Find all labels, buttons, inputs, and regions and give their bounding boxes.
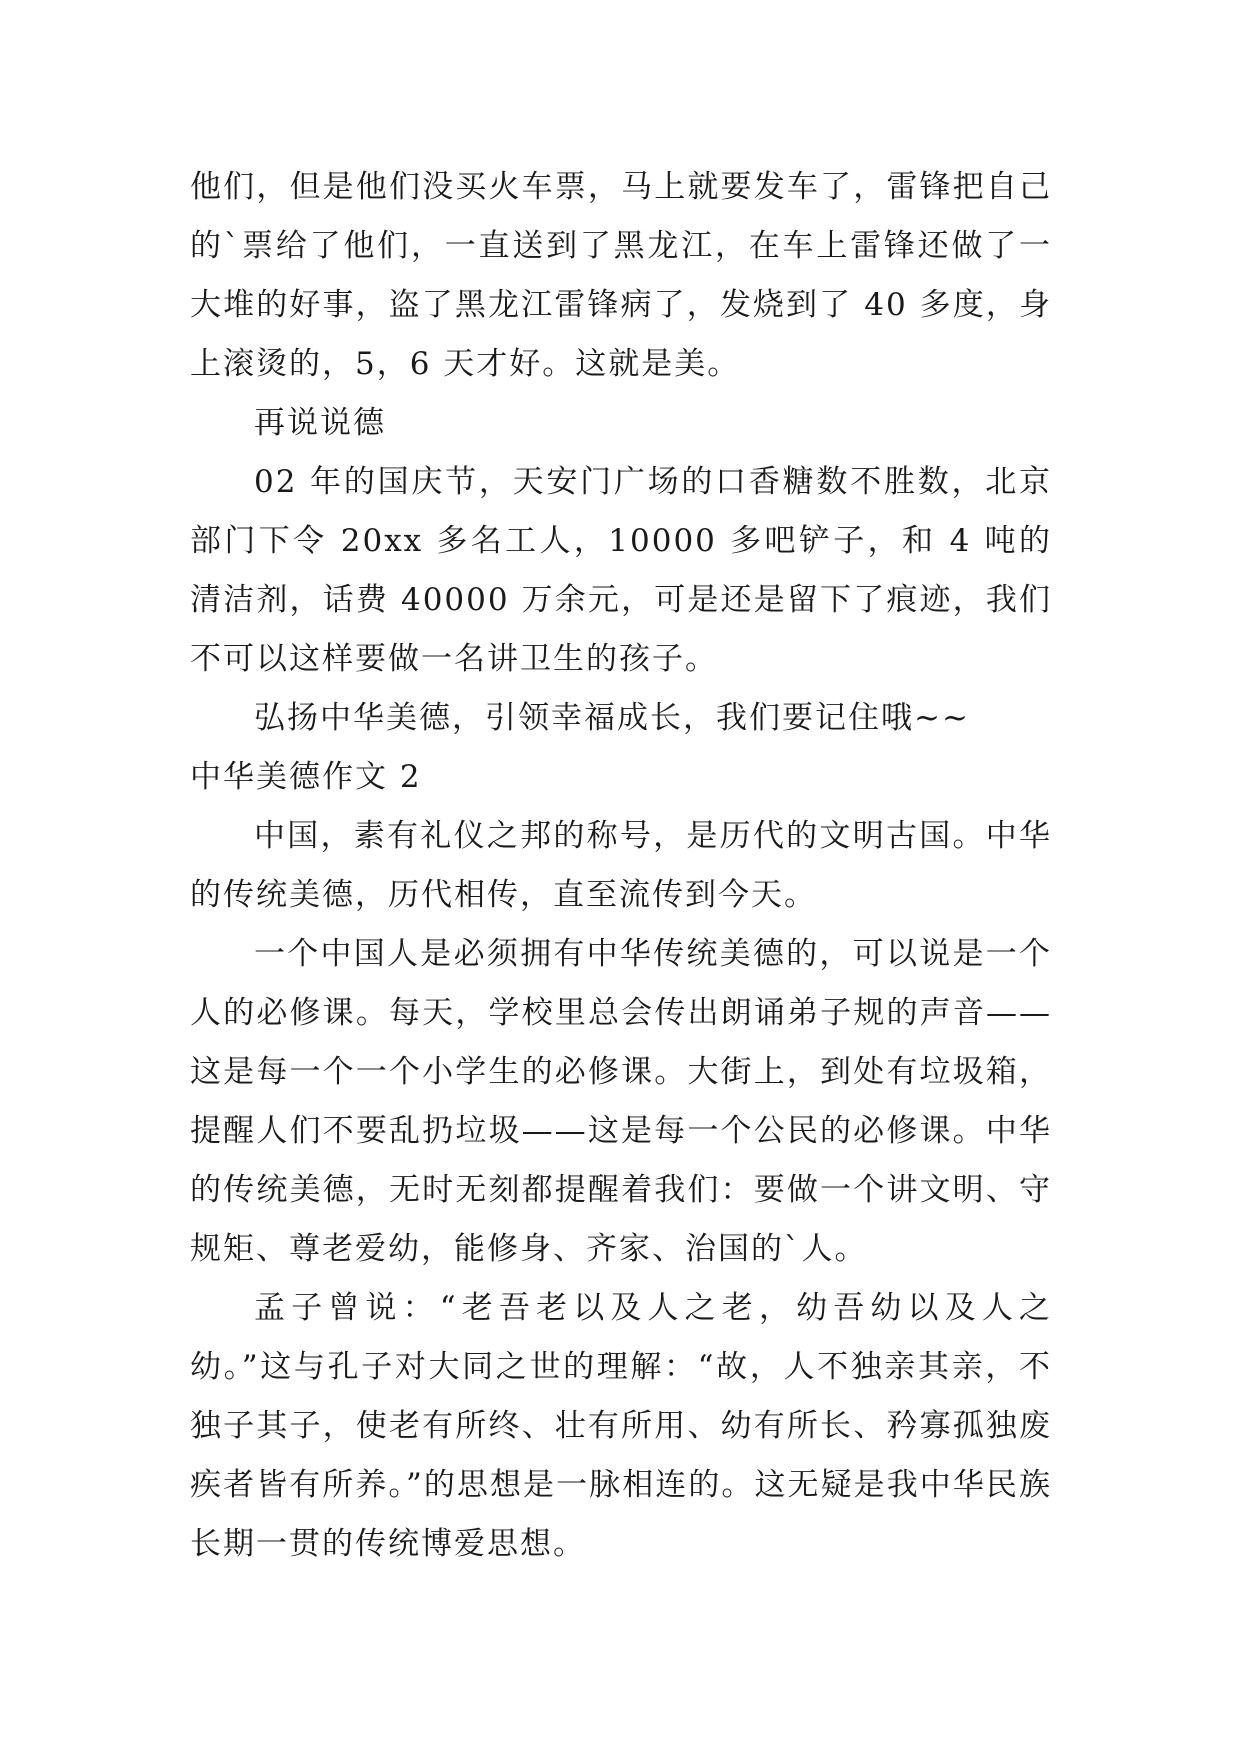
paragraph-virtue-intro: 再说说德 xyxy=(254,405,386,441)
paragraph-required-course: 一个中国人是必须拥有中华传统美德的，可以说是一个人的必修课。每天，学校里总会传出朗诵弟子规的声音——这是每一个一个小学生的必修课。大街上，到处有垃圾箱，提醒人们不要乱扔垃圾——这是每一个公民的必修课。中华的传统美德，无时无刻都提醒着我们：要做一个讲文明、守规矩、尊老爱幼，能修身、齐家、治国的`人。 xyxy=(190,936,1052,1267)
paragraph-closing-slogan: 弘扬中华美德，引领幸福成长，我们要记住哦~~ xyxy=(254,700,970,736)
paragraph-china-etiquette: 中国，素有礼仪之邦的称号，是历代的文明古国。中华的传统美德，历代相传，直至流传到今天。 xyxy=(190,818,1052,913)
section-title: 中华美德作文 2 xyxy=(190,759,422,795)
paragraph-national-day: 02 年的国庆节，天安门广场的口香糖数不胜数，北京部门下令 20xx 多名工人，10000 多吧铲子，和 4 吨的清洁剂，话费 40000 万余元，可是还是留下了痕迹，我们不可以这样要做一名讲卫生的孩子。 xyxy=(190,464,1052,677)
paragraph-lei-feng-story: 他们，但是他们没买火车票，马上就要发车了，雷锋把自己的`票给了他们，一直送到了黑龙江，在车上雷锋还做了一大堆的好事，盗了黑龙江雷锋病了，发烧到了 40 多度，身上滚烫的，5，6 天才好。这就是美。 xyxy=(190,169,1052,382)
document-body xyxy=(190,158,1052,1574)
paragraph-mencius-quote: 孟子曾说：“老吾老以及人之老，幼吾幼以及人之幼。”这与孔子对大同之世的理解：“故，人不独亲其亲，不独子其子，使老有所终、壮有所用、幼有所长、矜寡孤独废疾者皆有所养。”的思想是一脉相连的。这无疑是我中华民族长期一贯的传统博爱思想。 xyxy=(190,1290,1052,1562)
